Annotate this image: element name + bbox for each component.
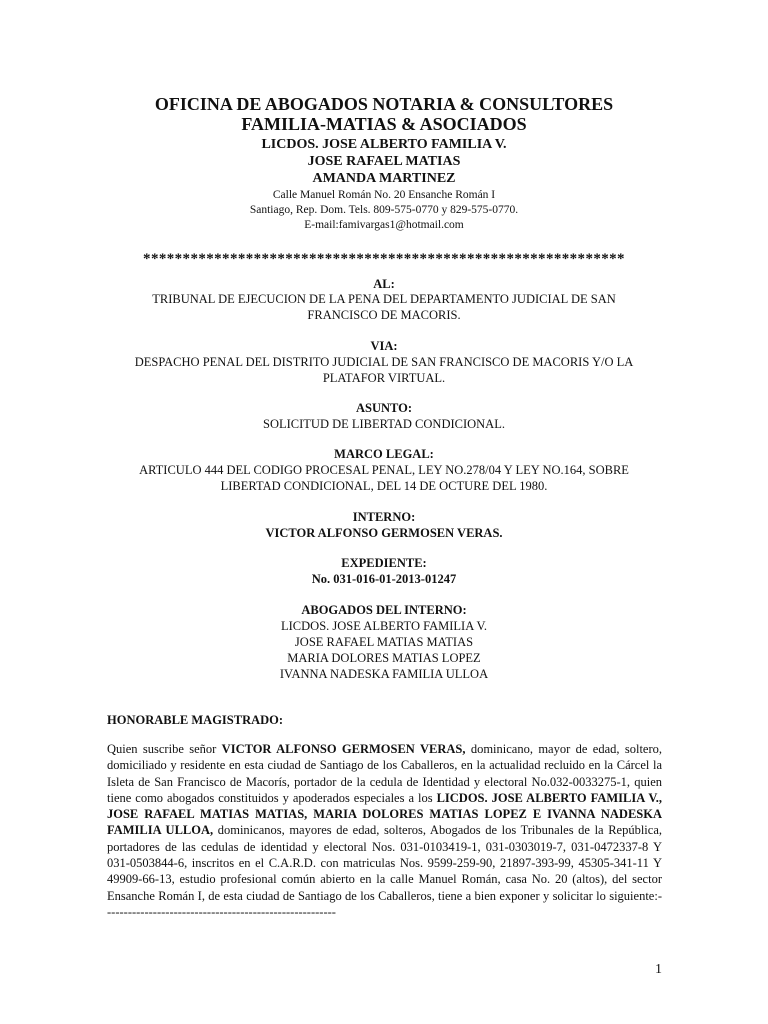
interno-label: INTERNO: [352, 510, 416, 524]
expediente-number: No. 031-016-01-2013-01247 [311, 572, 457, 586]
paragraph-lawyer-names: LICDOS. JOSE ALBERTO FAMILIA V., JOSE RAFAEL MATIAS MATIAS, MARIA DOLORES MATIAS LOPEZ E IVANNA NADESKA FAMILIA ULLOA, [107, 790, 663, 838]
address-line-2: Santiago, Rep. Dom. Tels. 809-575-0770 y 829-575-0770. [249, 204, 519, 216]
asunto-label: ASUNTO: [355, 401, 413, 415]
marco-legal-line-1: ARTICULO 444 DEL CODIGO PROCESAL PENAL, LEY NO.278/04 Y LEY NO.164, SOBRE [139, 463, 629, 477]
firm-title-line2: FAMILIA-MATIAS & ASOCIADOS [241, 114, 527, 134]
al-label: AL: [373, 277, 395, 291]
lawyer-name-2: JOSE RAFAEL MATIAS [307, 154, 461, 169]
lawyer-name-3: AMANDA MARTINEZ [312, 171, 456, 186]
abogado-item: IVANNA NADESKA FAMILIA ULLOA [279, 667, 489, 681]
marco-legal-line-2: LIBERTAD CONDICIONAL, DEL 14 DE OCTURE DEL 1980. [220, 479, 548, 493]
abogado-item: MARIA DOLORES MATIAS LOPEZ [287, 651, 481, 665]
abogados-label: ABOGADOS DEL INTERNO: [301, 603, 467, 617]
marco-legal-label: MARCO LEGAL: [334, 447, 434, 461]
paragraph-client-name: VICTOR ALFONSO GERMOSEN VERAS, [221, 742, 466, 756]
al-line-1: TRIBUNAL DE EJECUCION DE LA PENA DEL DEPARTAMENTO JUDICIAL DE SAN [152, 292, 616, 306]
separator-line: ************************************************************* [143, 251, 625, 267]
al-line-2: FRANCISCO DE MACORIS. [307, 308, 461, 322]
paragraph-intro: Quien suscribe señor [107, 742, 222, 756]
body-paragraph [107, 741, 662, 920]
via-line-1: DESPACHO PENAL DEL DISTRITO JUDICIAL DE SAN FRANCISCO DE MACORIS Y/O LA [134, 355, 634, 369]
interno-name: VICTOR ALFONSO GERMOSEN VERAS. [265, 526, 503, 540]
page-number: 1 [655, 962, 662, 977]
salutation: HONORABLE MAGISTRADO: [107, 713, 284, 727]
via-line-2: PLATAFOR VIRTUAL. [322, 371, 446, 385]
abogado-item: LICDOS. JOSE ALBERTO FAMILIA V. [281, 619, 487, 633]
email-line: E-mail:famivargas1@hotmail.com [304, 219, 464, 231]
abogado-item: JOSE RAFAEL MATIAS MATIAS [294, 635, 474, 649]
paragraph-end: dominicanos, mayores de edad, solteros, Abogados de los Tribunales de la República, portadores de las cedulas de identidad y electoral Nos. 031-0103419-1, 031-0303019-7, 031-0472337-8 Y 031-0503844-6, inscritos en el C.A.R.D. con matriculas Nos. 9599-259-90, 21897-393-99, 45305-341-11 Y 49909-66-13, estudio profesional común abierto en la calle Manuel Román, casa No. 20 (altos), del sector Ensanche Román I, de esta ciudad de Santiago de los Caballeros, tiene a bien exponer y solicitar lo siguiente:-------------------------------------------------------- [107, 823, 662, 919]
via-label: VIA: [370, 339, 398, 353]
address-line-1: Calle Manuel Román No. 20 Ensanche Román I [272, 189, 496, 201]
asunto-line-1: SOLICITUD DE LIBERTAD CONDICIONAL. [263, 417, 505, 431]
expediente-label: EXPEDIENTE: [341, 556, 427, 570]
firm-title-line1: OFICINA DE ABOGADOS NOTARIA & CONSULTORES [154, 94, 614, 114]
paragraph-middle: dominicano, mayor de edad, soltero, domiciliado y residente en esta ciudad de Santiago de los Caballeros, en la actualidad recluido en la Cárcel la Isleta de San Francisco de Macorís, portador de la cedula de Identidad y electoral No.032-0033275-1, quien tiene como abogados constituidos y apoderados especiales a los [107, 742, 662, 805]
lawyer-name-1: LICDOS. JOSE ALBERTO FAMILIA V. [261, 137, 507, 152]
